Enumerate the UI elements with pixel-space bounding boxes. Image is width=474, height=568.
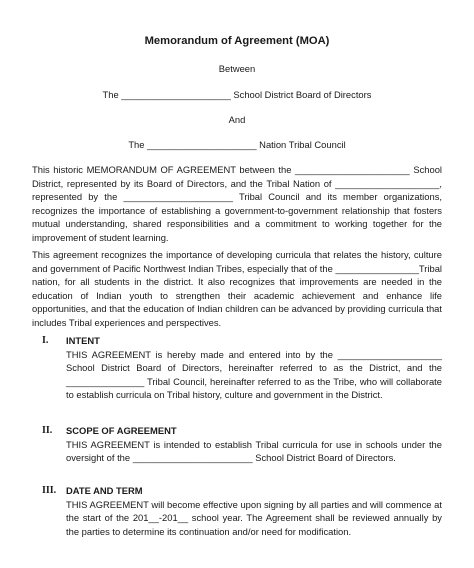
party-tribal-council: The _____________________ Nation Tribal Council bbox=[128, 139, 346, 150]
section-body: THIS AGREEMENT will become effective upon signing by all parties and will commence at the start of the 201__-201__ school year. The Agreement shall be reviewed annually by the parties to determine its continuation and/or need for modification. bbox=[66, 498, 442, 537]
and-label: And bbox=[228, 114, 246, 125]
section-body: THIS AGREEMENT is hereby made and entered into by the ____________________ School District Board of Directors, hereinafter referred to as the District, and the _______________ Tribal Council, hereinafter referred to as the Tribe, who will collaborate to establish curricula on Tribal history, culture and government in the District. bbox=[66, 348, 442, 401]
section-body: THIS AGREEMENT is intended to establish Tribal curricula for use in schools under the oversight of the _______________________ School District Board of Directors. bbox=[66, 438, 442, 464]
section-heading: SCOPE OF AGREEMENT bbox=[66, 425, 177, 436]
intro-paragraph: This historic MEMORANDUM OF AGREEMENT between the ______________________ School District, represented by its Board of Directors, and the Tribal Nation of ____________________, represented by the _____________________ Tribal Council and its member organizations, recognizes the importance of establishing a government-to-government relationship that fosters mutual understanding, shared responsibilities and a commitment to working together for the improvement of student learning. bbox=[32, 164, 442, 243]
document-title: Memorandum of Agreement (MOA) bbox=[144, 35, 330, 47]
party-school-district: The _____________________ School District Board of Directors bbox=[102, 89, 372, 100]
section-numeral: III. bbox=[42, 485, 57, 496]
section-heading: DATE AND TERM bbox=[66, 485, 143, 496]
section-numeral: II. bbox=[42, 425, 53, 436]
section-heading: INTENT bbox=[66, 335, 100, 346]
section-numeral: I. bbox=[42, 335, 49, 346]
between-label: Between bbox=[218, 63, 256, 74]
recognition-paragraph: This agreement recognizes the importance of developing curricula that relates the history, culture and government of Pacific Northwest Indian Tribes, especially that of the ________________Tribal nation, for all students in the district. It also recognizes that improvements are needed in the education of Indian youth to strengthen their academic achievement and enhance life opportunities, and that the education of Indian children can be advanced by providing curricula that includes Tribal experiences and perspectives. bbox=[32, 249, 442, 328]
